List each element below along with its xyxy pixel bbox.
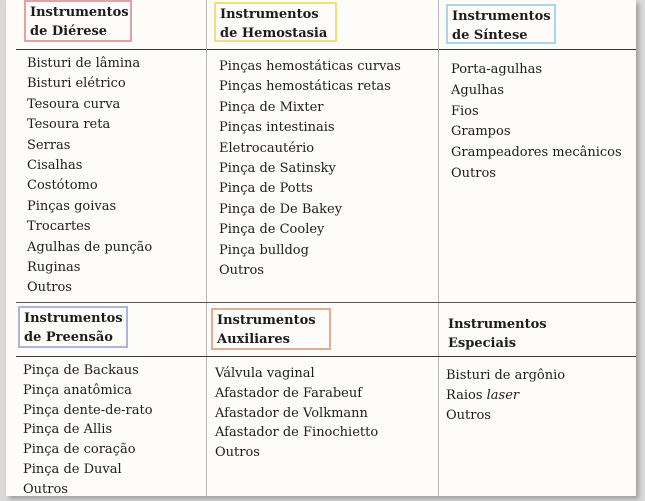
- column-separator: [438, 0, 439, 496]
- column-separator: [206, 0, 207, 496]
- list-item: Outros: [27, 280, 72, 296]
- list-item: Pinça dente-de-rato: [23, 402, 153, 418]
- list-sintese: [451, 60, 622, 185]
- list-hemostasia: [219, 57, 401, 281]
- list-item: Outros: [451, 165, 496, 181]
- list-item: Pinça anatômica: [23, 382, 132, 398]
- list-item: Pinça bulldog: [219, 242, 309, 258]
- list-dierese: [27, 54, 152, 299]
- list-item: Outros: [446, 408, 491, 423]
- list-item: Pinça de Duval: [23, 461, 122, 477]
- list-item: Bisturi elétrico: [27, 76, 126, 92]
- list-item: Outros: [23, 481, 68, 496]
- list-item: Agulhas de punção: [27, 239, 153, 255]
- header-especiais: [442, 312, 552, 354]
- header-hemostasia: [214, 2, 337, 42]
- instruments-table: [6, 0, 636, 496]
- list-item: Bisturi de lâmina: [27, 56, 141, 71]
- list-item: Afastador de Farabeuf: [215, 385, 363, 401]
- list-item: Válvula vaginal: [215, 366, 315, 381]
- list-item: Grampos: [451, 124, 511, 140]
- list-item: Outros: [219, 263, 264, 279]
- list-preensao: [23, 361, 153, 496]
- list-item: Tesoura reta: [27, 117, 111, 133]
- header-dierese: [24, 0, 132, 42]
- list-item: Porta-agulhas: [451, 62, 543, 77]
- list-item: Pinça de Backaus: [23, 363, 139, 378]
- list-item: Pinças intestinais: [219, 120, 335, 136]
- list-item: Pinça de Cooley: [219, 222, 325, 238]
- list-item: Costótomo: [27, 178, 98, 194]
- list-item: Afastador de Finochietto: [215, 425, 379, 441]
- header-preensao: [18, 306, 128, 348]
- header-hemostasia-line2: de Hemostasia: [220, 26, 328, 41]
- list-item: Agulhas: [451, 82, 505, 98]
- list-item: Pinça de Allis: [23, 422, 113, 438]
- header-sintese-line2: de Síntese: [452, 28, 528, 43]
- header-hemostasia-line1: Instrumentos: [220, 7, 319, 22]
- list-item: Pinças hemostáticas curvas: [219, 59, 401, 74]
- header-sintese-line1: Instrumentos: [452, 9, 551, 24]
- header-preensao-line2: de Preensão: [24, 330, 113, 345]
- list-item: Afastador de Volkmann: [215, 405, 368, 421]
- header-preensao-line1: Instrumentos: [24, 311, 123, 326]
- header-sintese: [446, 4, 556, 44]
- raios-text: Raios: [446, 388, 483, 403]
- section-rule: [16, 302, 636, 303]
- list-item: Outros: [215, 445, 260, 461]
- header-especiais-line2: Especiais: [448, 336, 517, 351]
- list-item: Trocartes: [27, 219, 91, 235]
- list-item: Pinça de Potts: [219, 181, 313, 197]
- list-item: Pinças hemostáticas retas: [219, 79, 391, 95]
- list-item: Pinça de De Bakey: [219, 201, 343, 217]
- header-especiais-line1: Instrumentos: [448, 317, 547, 332]
- list-item: Ruginas: [27, 260, 81, 276]
- list-item: Tesoura curva: [27, 96, 121, 112]
- header-auxiliares-line1: Instrumentos: [217, 313, 316, 328]
- header-dierese-line1: Instrumentos: [30, 5, 129, 20]
- laser-text: laser: [486, 388, 520, 403]
- list-item: Serras: [27, 137, 71, 153]
- list-item: Cisalhas: [27, 158, 83, 174]
- list-especiais: [446, 366, 565, 426]
- list-item: Eletrocautério: [219, 140, 315, 156]
- list-item: Pinça de Mixter: [219, 99, 324, 115]
- list-item: [446, 386, 565, 406]
- list-auxiliares: [215, 364, 378, 463]
- header-auxiliares: [211, 308, 331, 350]
- list-item: Fios: [451, 103, 479, 119]
- list-item: Pinça de coração: [23, 442, 136, 458]
- bottom-header-rule: [16, 356, 636, 357]
- header-dierese-line2: de Diérese: [30, 24, 108, 39]
- header-auxiliares-line2: Auxiliares: [217, 332, 290, 347]
- list-item: Pinça de Satinsky: [219, 161, 336, 177]
- top-header-rule: [16, 49, 636, 50]
- list-item: Pinças goivas: [27, 198, 117, 214]
- list-item: Bisturi de argônio: [446, 368, 566, 383]
- list-item: Grampeadores mecânicos: [451, 145, 622, 161]
